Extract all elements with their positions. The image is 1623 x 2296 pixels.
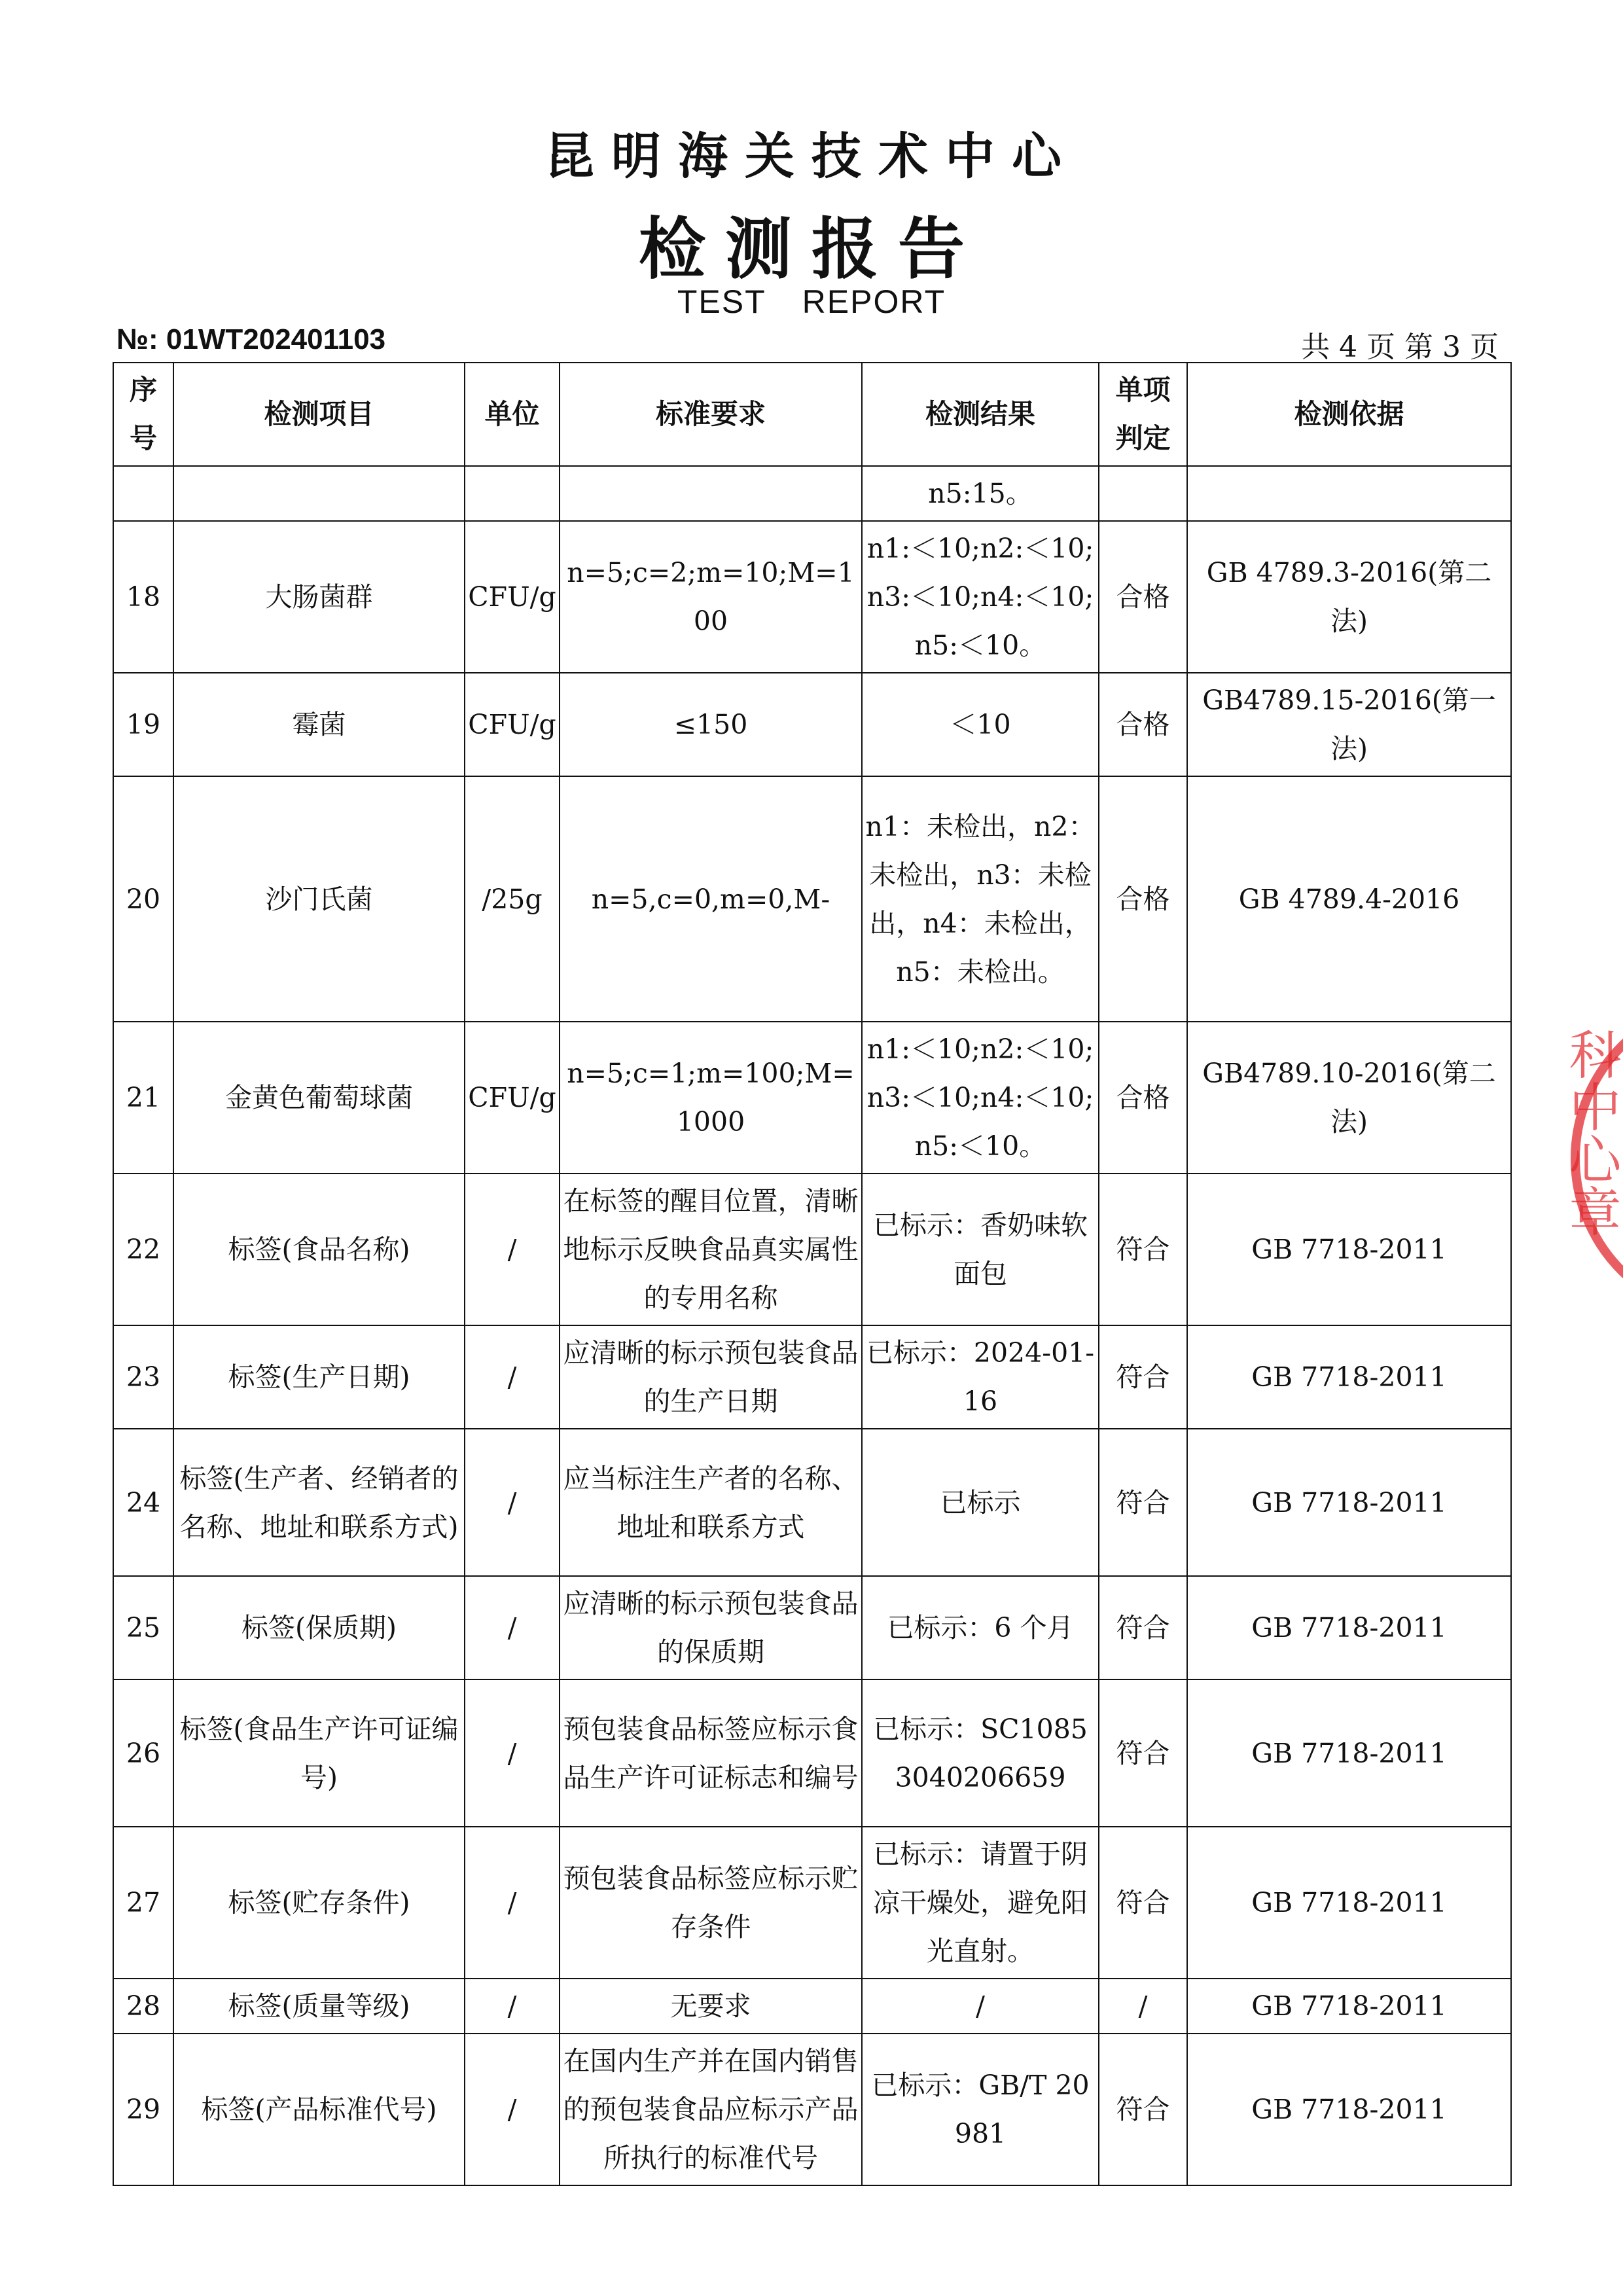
cell-item: 标签(保质期) [173,1576,465,1679]
cell-result: / [862,1979,1099,2034]
cell-result: n5:15。 [862,466,1099,521]
cell-result: n1:＜10;n2:＜10;n3:＜10;n4:＜10;n5:＜10。 [862,1022,1099,1174]
table-row [113,1174,1511,1325]
cell-basis: GB4789.15-2016(第一法) [1187,673,1511,776]
cell-unit: / [465,1979,560,2034]
cell-unit: /25g [465,776,560,1022]
cell-seq: 20 [113,776,173,1022]
cell-judgment [1099,466,1187,521]
table-row [113,776,1511,1022]
header-basis: 检测依据 [1187,363,1511,466]
cell-item: 标签(生产者、经销者的名称、地址和联系方式) [173,1429,465,1576]
table-row [113,521,1511,673]
cell-basis: GB 7718-2011 [1187,1979,1511,2034]
cell-item: 标签(质量等级) [173,1979,465,2034]
cell-basis: GB 7718-2011 [1187,1325,1511,1429]
cell-standard: 无要求 [560,1979,862,2034]
cell-judgment: 合格 [1099,673,1187,776]
cell-judgment: 合格 [1099,1022,1187,1174]
cell-judgment: 符合 [1099,1174,1187,1325]
cell-result: 已标示：香奶味软面包 [862,1174,1099,1325]
cell-seq: 24 [113,1429,173,1576]
cell-basis: GB 7718-2011 [1187,1429,1511,1576]
cell-standard: n=5;c=2;m=10;M=100 [560,521,862,673]
cell-standard: 预包装食品标签应标示贮存条件 [560,1827,862,1979]
cell-seq: 23 [113,1325,173,1429]
cell-basis [1187,466,1511,521]
header-standard: 标准要求 [560,363,862,466]
cell-result: 已标示：6 个月 [862,1576,1099,1679]
report-subtitle: TEST REPORT [677,283,946,320]
cell-seq: 26 [113,1679,173,1827]
cell-seq: 19 [113,673,173,776]
table-row [113,1679,1511,1827]
header-seq: 序号 [113,363,173,466]
cell-standard: n=5;c=1;m=100;M=1000 [560,1022,862,1174]
cell-unit: CFU/g [465,1022,560,1174]
report-number: №: 01WT202401103 [116,323,386,355]
table-row [113,673,1511,776]
seal-stamp-text: 科中心章 [1560,1028,1621,1237]
table-row [113,1979,1511,2034]
cell-result: 已标示 [862,1429,1099,1576]
cell-seq: 22 [113,1174,173,1325]
cell-basis: GB 4789.3-2016(第二法) [1187,521,1511,673]
table-row [113,466,1511,521]
cell-standard: ≤150 [560,673,862,776]
cell-result: 已标示：SC10853040206659 [862,1679,1099,1827]
test-results-table [113,362,1512,2186]
cell-item: 金黄色葡萄球菌 [173,1022,465,1174]
cell-unit: / [465,2034,560,2185]
cell-item: 大肠菌群 [173,521,465,673]
cell-unit: / [465,1576,560,1679]
cell-unit: / [465,1325,560,1429]
cell-item: 标签(生产日期) [173,1325,465,1429]
cell-standard: 预包装食品标签应标示食品生产许可证标志和编号 [560,1679,862,1827]
cell-standard [560,466,862,521]
cell-seq: 21 [113,1022,173,1174]
cell-judgment: 合格 [1099,521,1187,673]
table-row [113,1022,1511,1174]
cell-unit: CFU/g [465,673,560,776]
report-title: 检测报告 [639,210,984,289]
cell-seq: 29 [113,2034,173,2185]
cell-standard: 应清晰的标示预包装食品的保质期 [560,1576,862,1679]
cell-seq: 25 [113,1576,173,1679]
cell-seq [113,466,173,521]
cell-basis: GB 7718-2011 [1187,2034,1511,2185]
cell-result: 已标示：请置于阴凉干燥处，避免阳光直射。 [862,1827,1099,1979]
header-item: 检测项目 [173,363,465,466]
page-indicator: 共 4 页 第 3 页 [1301,331,1499,364]
cell-unit: CFU/g [465,521,560,673]
table-row [113,1576,1511,1679]
cell-item: 霉菌 [173,673,465,776]
cell-basis: GB 7718-2011 [1187,1576,1511,1679]
cell-unit: / [465,1827,560,1979]
cell-unit: / [465,1679,560,1827]
cell-item [173,466,465,521]
cell-standard: 在标签的醒目位置，清晰地标示反映食品真实属性的专用名称 [560,1174,862,1325]
cell-item: 标签(食品名称) [173,1174,465,1325]
organization-name: 昆明海关技术中心 [544,127,1079,185]
cell-judgment: 合格 [1099,776,1187,1022]
cell-basis: GB 7718-2011 [1187,1174,1511,1325]
header-judgment: 单项判定 [1099,363,1187,466]
cell-standard: 应当标注生产者的名称、地址和联系方式 [560,1429,862,1576]
cell-judgment: 符合 [1099,1827,1187,1979]
header-result: 检测结果 [862,363,1099,466]
cell-judgment: 符合 [1099,1325,1187,1429]
cell-result: 已标示：GB/T 20981 [862,2034,1099,2185]
cell-basis: GB 4789.4-2016 [1187,776,1511,1022]
table-row [113,1325,1511,1429]
cell-judgment: 符合 [1099,1576,1187,1679]
cell-basis: GB 7718-2011 [1187,1679,1511,1827]
header-unit: 单位 [465,363,560,466]
cell-item: 标签(食品生产许可证编号) [173,1679,465,1827]
cell-seq: 18 [113,521,173,673]
cell-standard: 在国内生产并在国内销售的预包装食品应标示产品所执行的标准代号 [560,2034,862,2185]
cell-standard: 应清晰的标示预包装食品的生产日期 [560,1325,862,1429]
cell-result: ＜10 [862,673,1099,776]
cell-unit: / [465,1429,560,1576]
cell-unit: / [465,1174,560,1325]
table-header-row [113,363,1511,466]
cell-seq: 27 [113,1827,173,1979]
cell-result: n1:＜10;n2:＜10;n3:＜10;n4:＜10;n5:＜10。 [862,521,1099,673]
cell-result: n1：未检出，n2：未检出，n3：未检出，n4：未检出，n5：未检出。 [862,776,1099,1022]
cell-basis: GB4789.10-2016(第二法) [1187,1022,1511,1174]
cell-item: 沙门氏菌 [173,776,465,1022]
cell-unit [465,466,560,521]
cell-judgment: / [1099,1979,1187,2034]
table-row [113,1429,1511,1576]
cell-item: 标签(贮存条件) [173,1827,465,1979]
table-row [113,2034,1511,2185]
cell-judgment: 符合 [1099,2034,1187,2185]
cell-basis: GB 7718-2011 [1187,1827,1511,1979]
cell-seq: 28 [113,1979,173,2034]
cell-judgment: 符合 [1099,1679,1187,1827]
cell-result: 已标示：2024-01-16 [862,1325,1099,1429]
cell-standard: n=5,c=0,m=0,M- [560,776,862,1022]
table-row [113,1827,1511,1979]
cell-item: 标签(产品标准代号) [173,2034,465,2185]
cell-judgment: 符合 [1099,1429,1187,1576]
